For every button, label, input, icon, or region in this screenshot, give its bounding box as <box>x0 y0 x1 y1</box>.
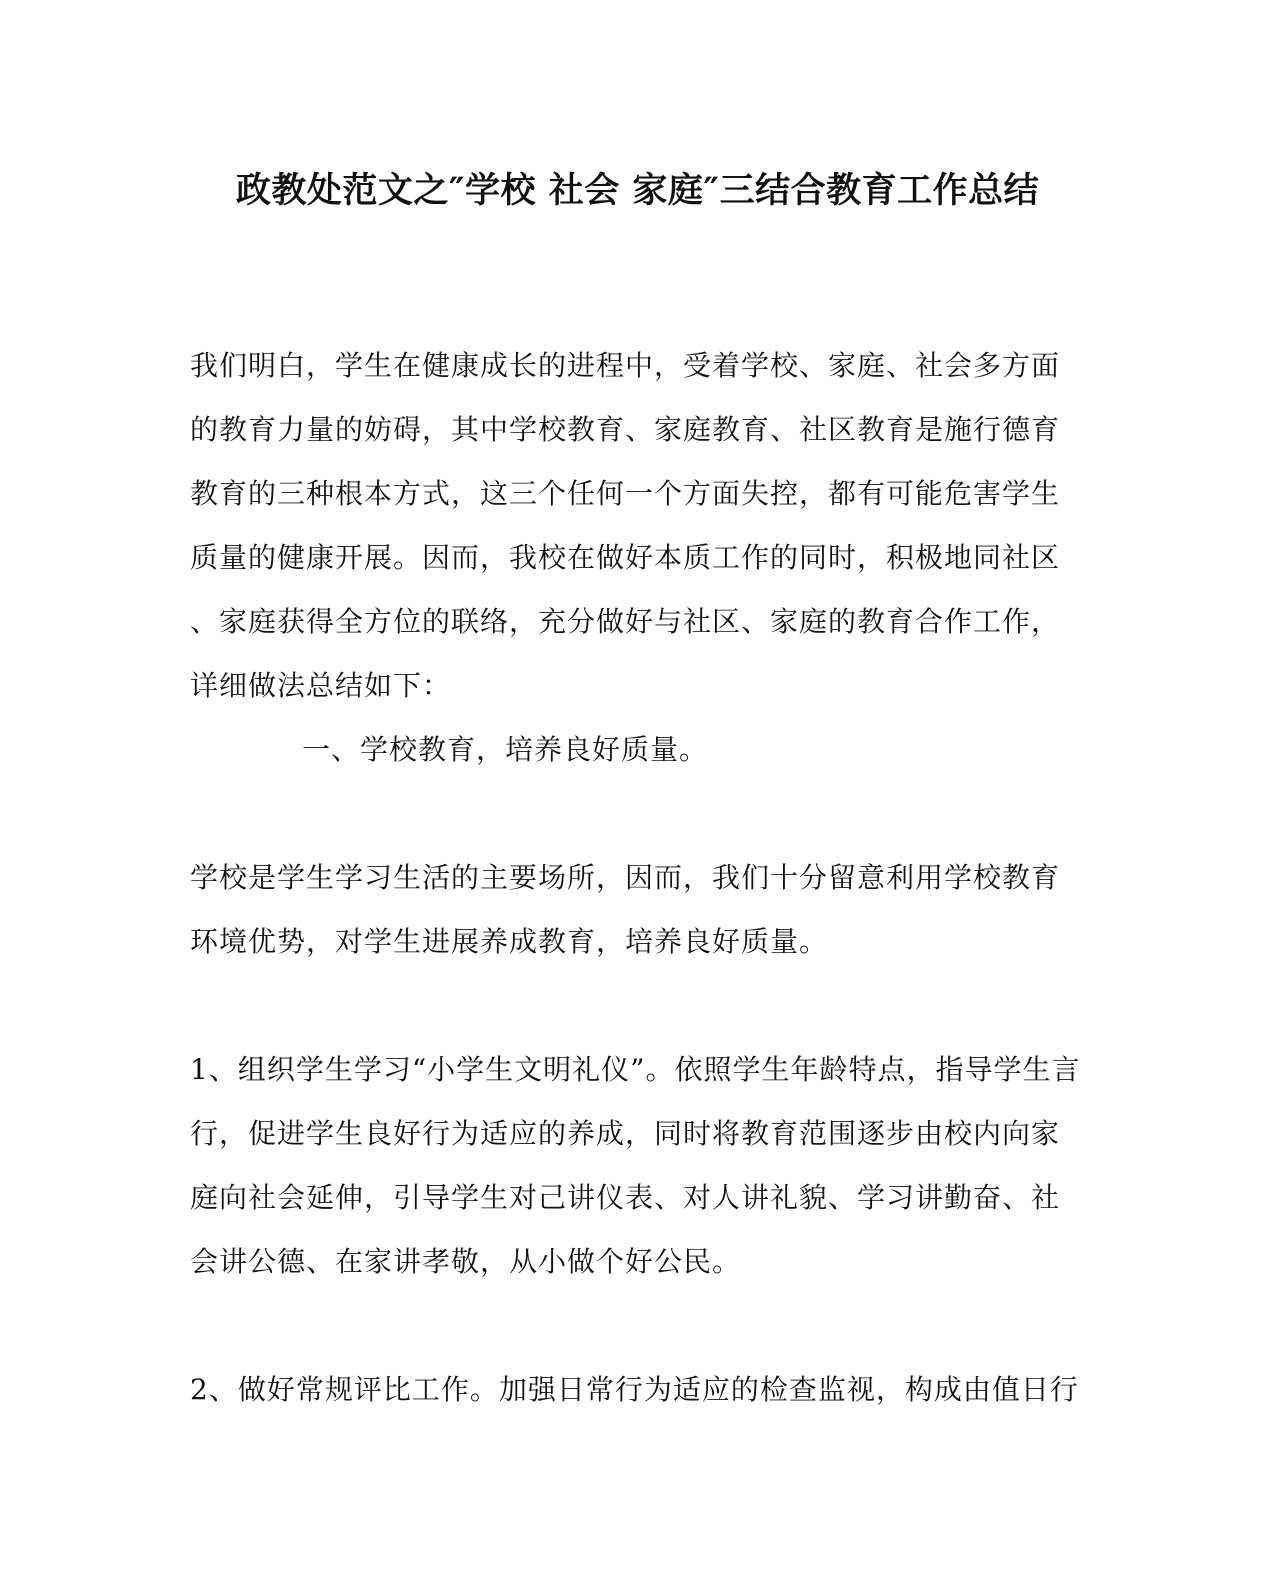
paragraph-line: 庭向社会延伸，引导学生对己讲仪表、对人讲礼貌、学习讲勤奋、社 <box>190 1181 1061 1214</box>
item-2-paragraph <box>190 1358 1079 1422</box>
intro-paragraph <box>190 334 1060 718</box>
section-1-heading: 一、学校教育，培养良好质量。 <box>302 733 709 766</box>
document-title: 政教处范文之″学校 社会 家庭″三结合教育工作总结 <box>235 170 1040 211</box>
item-1-paragraph <box>190 1038 1081 1294</box>
paragraph-line: 学校是学生学习生活的主要场所，因而，我们十分留意利用学校教育 <box>190 861 1061 894</box>
paragraph-line: 教育的三种根本方式，这三个任何一个方面失控，都有可能危害学生 <box>190 477 1061 510</box>
paragraph-line: 1、组织学生学习“小学生文明礼仪”。依照学生年龄特点，指导学生言 <box>190 1053 1081 1086</box>
paragraph-line: 我们明白，学生在健康成长的进程中，受着学校、家庭、社会多方面 <box>190 349 1061 382</box>
paragraph-line: 行，促进学生良好行为适应的养成，同时将教育范围逐步由校内向家 <box>190 1117 1061 1150</box>
paragraph-line: 详细做法总结如下： <box>190 669 452 702</box>
paragraph-line: 的教育力量的妨碍，其中学校教育、家庭教育、社区教育是施行德育 <box>190 413 1061 446</box>
paragraph-line: 环境优势，对学生进展养成教育，培养良好质量。 <box>190 925 829 958</box>
paragraph-line: 会讲公德、在家讲孝敬，从小做个好公民。 <box>190 1245 742 1278</box>
paragraph-line: 2、做好常规评比工作。加强日常行为适应的检查监视，构成由值日行 <box>190 1373 1079 1406</box>
section-1-paragraph <box>190 846 1060 974</box>
paragraph-line: 、家庭获得全方位的联络，充分做好与社区、家庭的教育合作工作， <box>190 605 1061 638</box>
paragraph-line: 质量的健康开展。因而，我校在做好本质工作的同时，积极地同社区 <box>190 541 1061 574</box>
